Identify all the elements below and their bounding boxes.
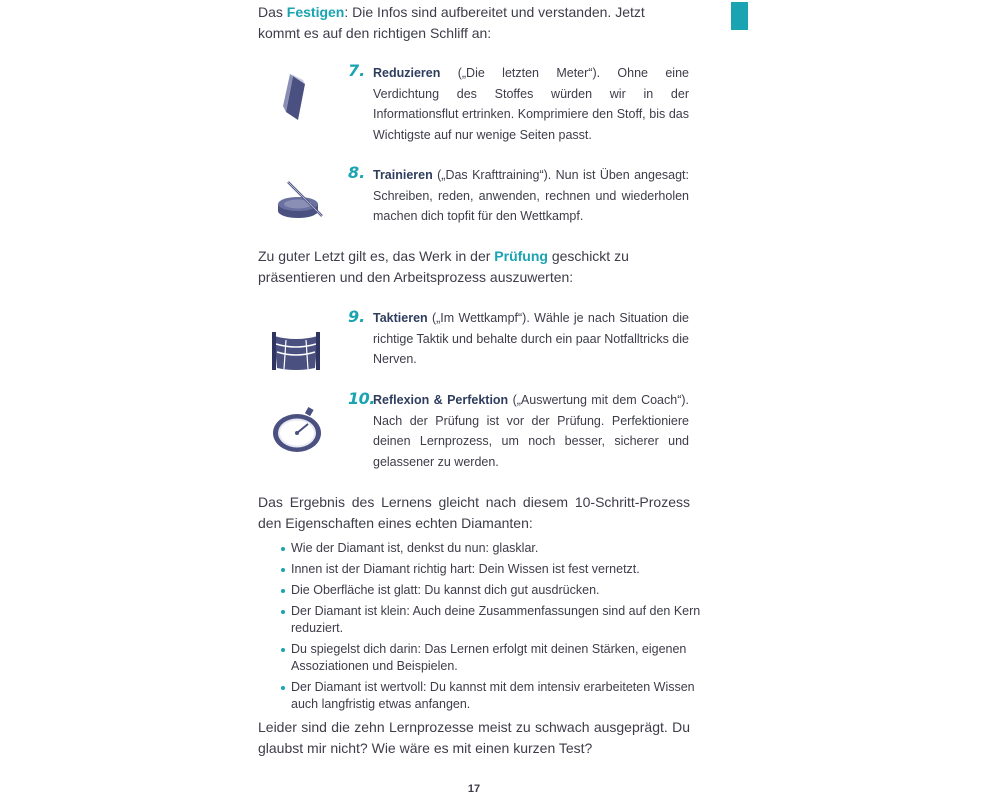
festigen-highlight: Festigen [286,4,345,20]
step-10-text: Reflexion & Perfektion („Auswertung mit dem Coach“). Nach der Prüfung ist vor der Prüfung. Perfektioniere deinen Lernprozess, um noch besser, sicherer und gelassener zu werden. [373,393,689,469]
boxing-ring-icon [271,330,321,372]
chapter-tab-marker [731,2,748,30]
list-item: Wie der Diamant ist, denkst du nun: glasklar. [281,540,701,557]
step-number-9: 9. [348,307,366,326]
page-number: 17 [467,783,481,795]
step-8-text: Trainieren („Das Krafttraining“). Nun ist Üben angesagt: Schreiben, reden, anwenden, rechnen und wiederholen machen dich topfit für den Wettkampf. [373,168,689,224]
step-number-10: 10. [348,389,375,408]
step-9-term: Taktieren [373,311,428,325]
list-item: Der Diamant ist klein: Auch deine Zusammenfassungen sind auf den Kern reduziert. [281,603,701,637]
result-intro-paragraph: Das Ergebnis des Lernens gleicht nach diesem 10-Schritt-Prozess den Eigenschaften eines echten Diamanten: [258,494,690,531]
list-item: Du spiegelst dich darin: Das Lernen erfolgt mit deinen Stärken, eigenen Assoziationen und Beispielen. [281,641,701,675]
step-8-term: Trainieren [373,168,433,182]
step-7-text: Reduzieren („Die letzten Meter“). Ohne eine Verdichtung des Stoffes würden wir in der Informationsflut ertrinken. Komprimiere den Stoff, bis das Wichtigste auf nur wenige Seiten passt. [373,66,689,142]
step-number-7: 7. [348,61,366,80]
step-9-text: Taktieren („Im Wettkampf“). Wähle je nach Situation die richtige Taktik und behalte durch ein paar Notfalltricks die Nerven. [373,311,689,367]
list-item: Die Oberfläche ist glatt: Du kannst dich gut ausdrücken. [281,582,701,599]
list-item: Der Diamant ist wertvoll: Du kannst mit dem intensiv erarbeiteten Wissen auch langfristig etwas anfangen. [281,679,701,713]
list-item: Innen ist der Diamant richtig hart: Dein Wissen ist fest vernetzt. [281,561,701,578]
step-10-term: Reflexion & Perfektion [373,393,509,407]
pruefung-intro-paragraph: Zu guter Letzt gilt es, das Werk in der Prüfung geschickt zu präsentieren und den Arbeitsprozess auszuwerten: [258,248,629,285]
closing-paragraph: Leider sind die zehn Lernprozesse meist zu schwach ausgeprägt. Du glaubst mir nicht? Wie wäre es mit einen kurzen Test? [258,719,690,756]
barbell-icon [274,178,326,220]
festigen-intro-paragraph: Das Festigen: Die Infos sind aufbereitet und verstanden. Jetzt kommt es auf den richtigen Schliff an: [258,4,645,41]
book-icon [281,74,307,122]
diamond-properties-list [281,540,701,717]
step-number-8: 8. [348,163,366,182]
step-7-term: Reduzieren [373,66,441,80]
pruefung-highlight: Prüfung [494,248,548,264]
stopwatch-icon [270,406,326,454]
